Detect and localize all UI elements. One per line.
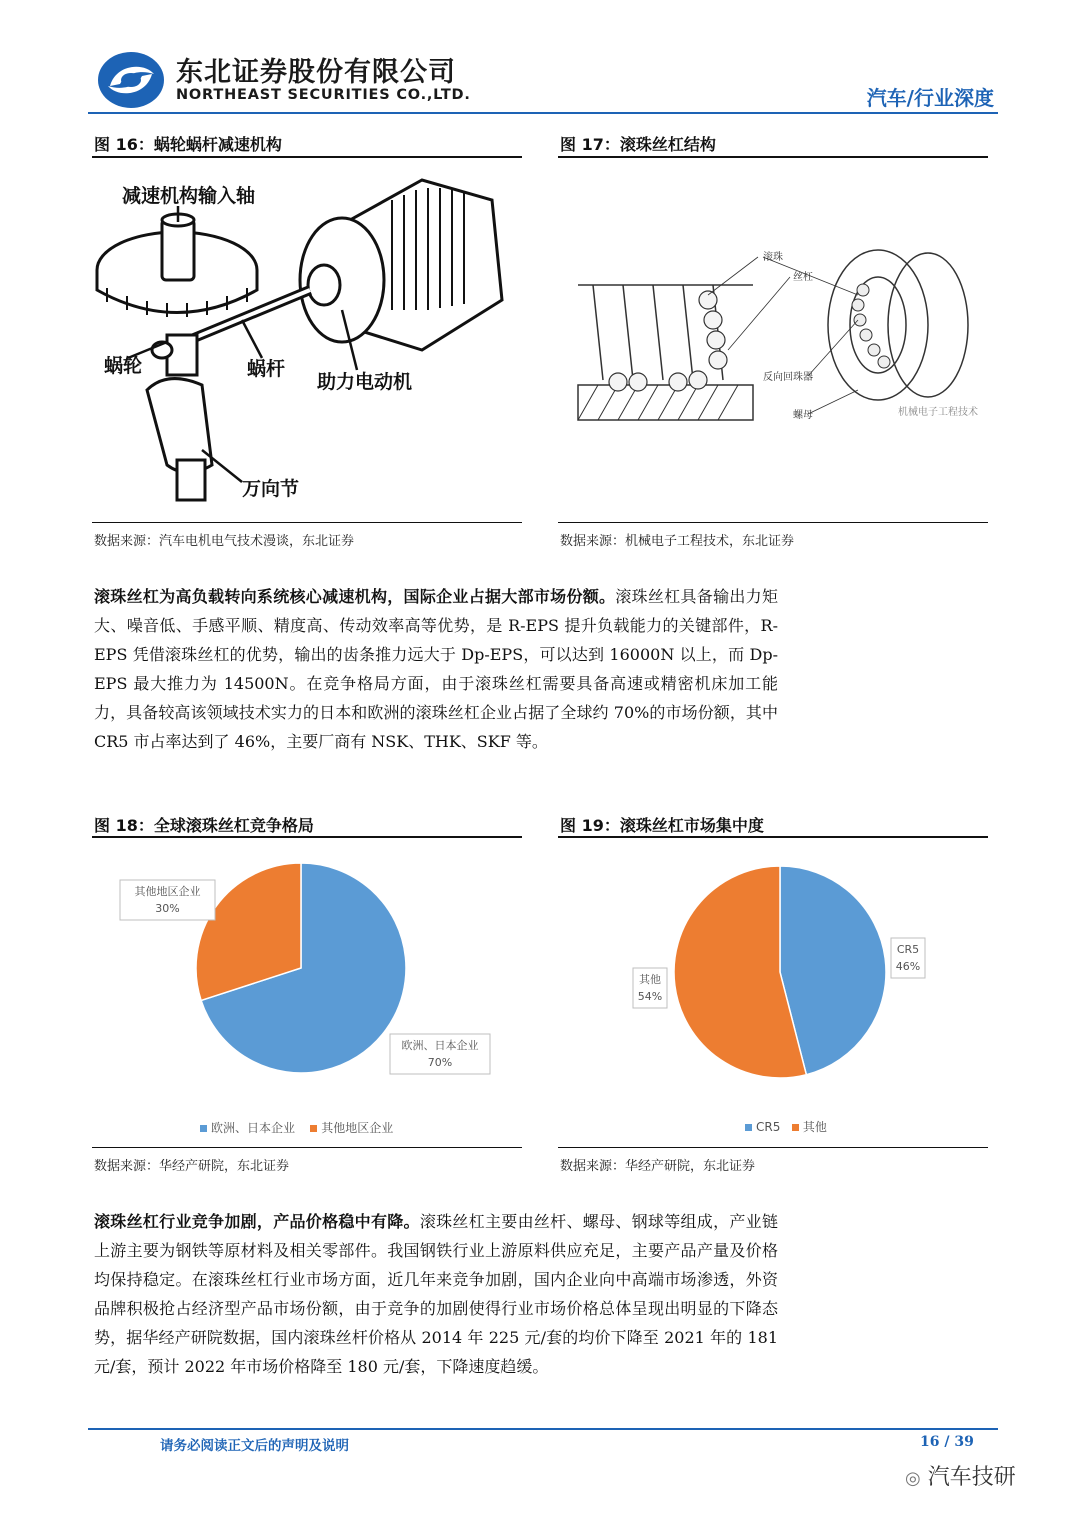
figure-18-source-rule — [92, 1147, 522, 1148]
pie-chart-market-concentration — [558, 840, 988, 1150]
figure-19-source-rule — [558, 1147, 988, 1148]
paragraph-1-lead: 滚珠丝杠为高负载转向系统核心减速机构，国际企业占据大部市场份额。 — [94, 587, 616, 606]
svg-text:CR5: CR5 — [896, 943, 920, 956]
image-watermark: 机械电子工程技术 — [898, 407, 978, 418]
label-worm: 蜗杆 — [247, 358, 286, 380]
paragraph-1 — [94, 582, 778, 756]
legend-label-others: 其他 — [802, 1120, 827, 1134]
figure-16-rule — [92, 156, 522, 158]
figure-17-rule — [558, 156, 988, 158]
legend-swatch-cr5 — [745, 1124, 752, 1131]
figure-17-title: 图 17：滚珠丝杠结构 — [560, 135, 716, 154]
pie19-legend — [745, 1118, 827, 1135]
label-worm-wheel: 蜗轮 — [104, 355, 143, 377]
pie-chart-global-competition — [92, 840, 522, 1150]
pie19-data-label-1 — [633, 968, 667, 1008]
legend-swatch-other-region — [310, 1125, 317, 1132]
label-universal-joint: 万向节 — [242, 478, 300, 500]
section-tag: 汽车/行业深度 — [866, 86, 994, 110]
svg-text:欧洲、日本企业: 欧洲、日本企业 — [401, 1039, 479, 1052]
figure-18-title: 图 18：全球滚珠丝杠竞争格局 — [94, 816, 314, 835]
wechat-icon: ◎ — [905, 1468, 921, 1489]
svg-text:其他地区企业: 其他地区企业 — [134, 885, 201, 898]
paragraph-1-body: 滚珠丝杠具备输出力矩大、噪音低、手感平顺、精度高、传动效率高等优势，是 R-EPS 提升负载能力的关键部件，R-EPS 凭借滚珠丝杠的优势，输出的齿条推力远大于 Dp-EPS，可以达到 16000N 以上，而 Dp-EPS 最大推力为 14500N。在竞争格局方面，由于滚珠丝杠需要具备高速或精密机床加工能力，具备较高该领域技术实力的日本和欧洲的滚珠丝杠企业占据了全球约 70%的市场份额，其中 CR5 市占率达到了 46%，主要厂商有 NSK、THK、SKF 等。 — [94, 587, 778, 751]
paragraph-2 — [94, 1207, 778, 1381]
svg-text:46%: 46% — [895, 960, 921, 973]
label-screw: 丝杠 — [793, 272, 813, 283]
pie18-legend — [200, 1119, 393, 1136]
header-divider — [88, 112, 998, 114]
watermark-text: 汽车技研 — [927, 1465, 1016, 1490]
figure-19-title: 图 19：滚珠丝杠市场集中度 — [560, 816, 764, 835]
pie19-data-label-0 — [891, 938, 925, 978]
label-motor: 助力电动机 — [317, 371, 413, 393]
figure-16-source-rule — [92, 522, 522, 523]
pie18-data-label-0 — [390, 1034, 490, 1074]
svg-text:30%: 30% — [155, 902, 180, 915]
svg-text:其他: 其他 — [639, 973, 661, 986]
label-nut: 螺母 — [793, 410, 813, 421]
company-name-cn: 东北证券股份有限公司 — [176, 57, 456, 88]
ball-screw-diagram — [558, 240, 988, 430]
legend-swatch-others — [792, 1124, 799, 1131]
wechat-watermark — [905, 1460, 1016, 1491]
svg-text:70%: 70% — [427, 1056, 453, 1069]
paragraph-2-body: 滚珠丝杠主要由丝杆、螺母、钢球等组成，产业链上游主要为钢铁等原材料及相关零部件。我国钢铁行业上游原料供应充足，主要产品产量及价格均保持稳定。在滚珠丝杠行业市场方面，近几年来竞争加剧，国内企业向中高端市场渗透，外资品牌积极抢占经济型产品市场份额，由于竞争的加剧使得行业市场价格总体呈现出明显的下降态势，据华经产研院数据，国内滚珠丝杆价格从 2014 年 225 元/套的均价下降至 2021 年的 181 元/套，预计 2022 年市场价格降至 180 元/套，下降速度趋缓。 — [94, 1212, 778, 1376]
label-ball: 滚珠 — [763, 252, 783, 263]
figure-19-source: 数据来源：华经产研院，东北证券 — [560, 1159, 756, 1174]
disclaimer-note: 请务必阅读正文后的声明及说明 — [160, 1438, 349, 1454]
page-number: 16 / 39 — [920, 1434, 974, 1450]
figure-18-rule — [92, 836, 522, 838]
figure-19-rule — [558, 836, 988, 838]
legend-label-europe-japan: 欧洲、日本企业 — [211, 1121, 296, 1135]
footer-divider — [88, 1428, 998, 1430]
pie18-data-label-1 — [120, 880, 215, 920]
worm-gear-diagram — [92, 160, 522, 520]
legend-swatch-europe-japan — [200, 1125, 207, 1132]
figure-16-title: 图 16：蜗轮蜗杆减速机构 — [94, 135, 282, 154]
figure-17-source-rule — [558, 522, 988, 523]
legend-label-cr5: CR5 — [756, 1120, 781, 1134]
figure-17-source: 数据来源：机械电子工程技术，东北证券 — [560, 534, 795, 549]
paragraph-2-lead: 滚珠丝杠行业竞争加剧，产品价格稳中有降。 — [94, 1212, 420, 1231]
figure-16-source: 数据来源：汽车电机电气技术漫谈，东北证券 — [94, 534, 355, 549]
legend-label-other-region: 其他地区企业 — [321, 1121, 394, 1135]
label-input-shaft: 减速机构输入轴 — [122, 185, 256, 207]
svg-text:54%: 54% — [637, 990, 663, 1003]
figure-18-source: 数据来源：华经产研院，东北证券 — [94, 1159, 290, 1174]
company-logo — [96, 50, 166, 110]
company-name-en: NORTHEAST SECURITIES CO.,LTD. — [176, 87, 471, 103]
label-return: 反向回珠器 — [763, 372, 813, 383]
